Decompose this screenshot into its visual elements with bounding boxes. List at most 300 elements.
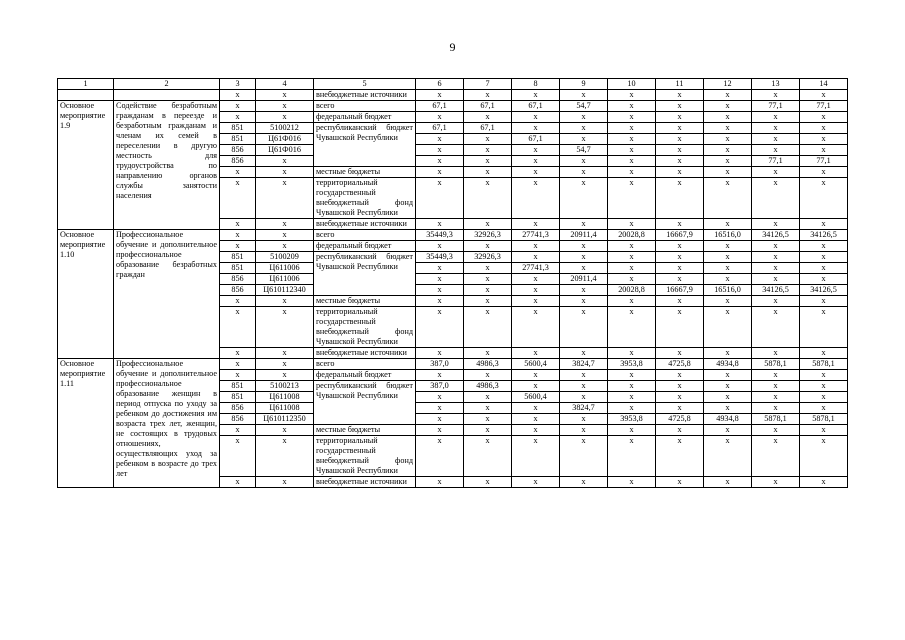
event-name-cell: Основное мероприятие 1.11 [58,359,114,488]
value-cell: x [656,90,704,101]
event-description-cell: Профессиональное обучение и дополнительное профессиональное образование безработных граждан [114,230,220,359]
target-code-cell: x [256,370,314,381]
target-code-cell: x [256,167,314,178]
value-cell: x [512,370,560,381]
target-code-cell: x [256,112,314,123]
value-cell: x [608,436,656,477]
value-cell: x [752,307,800,348]
value-cell: x [704,123,752,134]
target-code-cell: Ц61Ф016 [256,145,314,156]
value-cell: x [608,145,656,156]
column-number: 2 [114,79,220,90]
value-cell: x [608,403,656,414]
value-cell: x [512,403,560,414]
target-code-cell: x [256,307,314,348]
value-cell: x [704,274,752,285]
value-cell: x [656,112,704,123]
admin-code-cell: 851 [220,381,256,392]
value-cell: x [560,307,608,348]
target-code-cell: x [256,241,314,252]
value-cell: x [656,167,704,178]
value-cell: x [752,348,800,359]
value-cell: x [752,403,800,414]
value-cell: 35449,3 [416,230,464,241]
value-cell: x [608,156,656,167]
value-cell: x [512,219,560,230]
source-cell: республиканский бюджет Чувашской Республики [314,123,416,167]
target-code-cell: x [256,230,314,241]
value-cell: x [752,436,800,477]
value-cell: x [512,348,560,359]
source-cell: внебюджетные источники [314,90,416,101]
value-cell: x [560,123,608,134]
value-cell: x [656,134,704,145]
column-number: 11 [656,79,704,90]
value-cell: x [608,263,656,274]
value-cell: x [800,252,848,263]
value-cell: x [512,90,560,101]
value-cell: x [416,392,464,403]
value-cell: x [512,436,560,477]
admin-code-cell: x [220,477,256,488]
value-cell: x [464,112,512,123]
value-cell: x [704,252,752,263]
value-cell: x [656,263,704,274]
value-cell: x [800,296,848,307]
value-cell: x [608,178,656,219]
value-cell: x [800,90,848,101]
value-cell: x [608,370,656,381]
value-cell: x [704,112,752,123]
value-cell: x [416,414,464,425]
value-cell: 20911,4 [560,230,608,241]
target-code-cell: 5100209 [256,252,314,263]
value-cell: 54,7 [560,145,608,156]
value-cell: x [608,112,656,123]
value-cell: x [416,112,464,123]
admin-code-cell: x [220,296,256,307]
value-cell: x [464,370,512,381]
value-cell: x [800,274,848,285]
value-cell: 5878,1 [800,414,848,425]
source-cell: внебюджетные источники [314,477,416,488]
value-cell: x [608,381,656,392]
value-cell: x [704,348,752,359]
column-number: 9 [560,79,608,90]
value-cell: 16667,9 [656,285,704,296]
source-cell: всего [314,230,416,241]
source-cell: федеральный бюджет [314,112,416,123]
value-cell: x [656,403,704,414]
value-cell: x [560,167,608,178]
value-cell: x [752,145,800,156]
value-cell: x [512,178,560,219]
target-code-cell: x [256,296,314,307]
event-description-cell: Содействие безработным гражданам в переезде и безработным гражданам и членам их семей в переселении в другую местность для трудоустройства по направлению органов службы занятости населения [114,101,220,230]
source-cell: местные бюджеты [314,167,416,178]
value-cell: x [416,296,464,307]
value-cell: x [800,477,848,488]
column-number: 6 [416,79,464,90]
value-cell: x [608,477,656,488]
value-cell: 4725,8 [656,414,704,425]
value-cell: x [704,436,752,477]
value-cell: x [752,263,800,274]
value-cell: x [608,425,656,436]
value-cell: x [560,219,608,230]
value-cell: x [560,370,608,381]
value-cell: x [512,414,560,425]
value-cell: x [512,274,560,285]
value-cell: x [800,263,848,274]
value-cell: 34126,5 [800,230,848,241]
value-cell: x [608,123,656,134]
value-cell: 5878,1 [752,414,800,425]
column-number: 14 [800,79,848,90]
target-code-cell: x [256,477,314,488]
value-cell: x [704,178,752,219]
column-number: 12 [704,79,752,90]
column-number: 8 [512,79,560,90]
value-cell: x [464,348,512,359]
value-cell: x [416,178,464,219]
value-cell: x [608,219,656,230]
admin-code-cell: x [220,230,256,241]
value-cell: x [416,285,464,296]
value-cell: x [704,156,752,167]
source-cell: внебюджетные источники [314,219,416,230]
value-cell: x [416,90,464,101]
value-cell: x [464,178,512,219]
value-cell: x [704,263,752,274]
table-body [58,79,848,488]
value-cell: x [608,241,656,252]
target-code-cell: x [256,436,314,477]
admin-code-cell: x [220,178,256,219]
value-cell: 35449,3 [416,252,464,263]
value-cell: x [464,90,512,101]
value-cell: x [704,167,752,178]
value-cell: x [704,477,752,488]
value-cell: x [656,145,704,156]
value-cell: x [608,134,656,145]
target-code-cell: Ц610112350 [256,414,314,425]
value-cell: x [656,296,704,307]
target-code-cell: x [256,156,314,167]
value-cell: x [800,381,848,392]
value-cell: x [752,90,800,101]
value-cell: 67,1 [416,123,464,134]
event-name-cell: Основное мероприятие 1.9 [58,101,114,230]
header-row [58,79,848,90]
source-cell: местные бюджеты [314,296,416,307]
admin-code-cell: 851 [220,134,256,145]
value-cell: x [608,252,656,263]
admin-code-cell: 851 [220,252,256,263]
value-cell: x [656,370,704,381]
source-cell: территориальный государственный внебюджетный фонд Чувашской Республики [314,436,416,477]
admin-code-cell: 851 [220,263,256,274]
value-cell: x [560,112,608,123]
value-cell: x [464,274,512,285]
admin-code-cell: x [220,101,256,112]
value-cell: x [416,156,464,167]
value-cell: x [416,477,464,488]
target-code-cell: Ц611006 [256,263,314,274]
value-cell: x [752,123,800,134]
value-cell: x [416,134,464,145]
value-cell: 3824,7 [560,359,608,370]
value-cell: x [512,477,560,488]
value-cell: 67,1 [416,101,464,112]
value-cell: x [752,296,800,307]
value-cell: x [656,425,704,436]
value-cell: x [656,241,704,252]
value-cell: x [800,145,848,156]
value-cell: x [704,134,752,145]
value-cell: x [560,392,608,403]
value-cell: x [752,274,800,285]
value-cell: x [560,156,608,167]
value-cell: 77,1 [752,101,800,112]
admin-code-cell: x [220,90,256,101]
column-number: 5 [314,79,416,90]
value-cell: x [464,134,512,145]
value-cell: x [656,307,704,348]
value-cell: x [416,370,464,381]
value-cell: x [704,219,752,230]
value-cell: x [464,263,512,274]
value-cell: x [416,348,464,359]
value-cell: x [752,178,800,219]
value-cell: 77,1 [800,156,848,167]
value-cell: x [512,296,560,307]
target-code-cell: Ц610112340 [256,285,314,296]
admin-code-cell: 856 [220,145,256,156]
value-cell: x [800,436,848,477]
value-cell: x [800,178,848,219]
source-cell: федеральный бюджет [314,370,416,381]
admin-code-cell: 856 [220,403,256,414]
value-cell: 16667,9 [656,230,704,241]
value-cell: x [512,241,560,252]
source-cell: местные бюджеты [314,425,416,436]
value-cell: x [704,370,752,381]
value-cell: x [752,381,800,392]
value-cell: x [752,241,800,252]
admin-code-cell: 851 [220,392,256,403]
admin-code-cell: x [220,370,256,381]
value-cell: x [416,425,464,436]
value-cell: x [704,403,752,414]
value-cell: x [800,307,848,348]
value-cell: x [800,134,848,145]
value-cell: x [656,392,704,403]
value-cell: 4934,8 [704,359,752,370]
value-cell: x [800,392,848,403]
value-cell: x [608,348,656,359]
value-cell: 4986,3 [464,381,512,392]
value-cell: x [704,296,752,307]
value-cell: 387,0 [416,381,464,392]
value-cell: 67,1 [512,101,560,112]
target-code-cell: x [256,90,314,101]
value-cell: x [608,90,656,101]
value-cell: x [752,167,800,178]
value-cell: 3824,7 [560,403,608,414]
value-cell: 4934,8 [704,414,752,425]
admin-code-cell: x [220,219,256,230]
value-cell: x [608,101,656,112]
value-cell: x [800,112,848,123]
source-cell: территориальный государственный внебюджетный фонд Чувашской Республики [314,178,416,219]
source-cell: федеральный бюджет [314,241,416,252]
value-cell: x [560,425,608,436]
value-cell: 34126,5 [752,230,800,241]
value-cell: x [560,436,608,477]
column-number: 4 [256,79,314,90]
value-cell: x [608,167,656,178]
value-cell: x [800,403,848,414]
value-cell: 16516,0 [704,285,752,296]
value-cell: x [512,145,560,156]
value-cell: x [416,307,464,348]
admin-code-cell: x [220,167,256,178]
page-number: 9 [449,40,456,54]
value-cell: 54,7 [560,101,608,112]
admin-code-cell: x [220,348,256,359]
value-cell: x [560,381,608,392]
value-cell: x [608,274,656,285]
value-cell: x [464,307,512,348]
value-cell: x [560,414,608,425]
value-cell: x [560,241,608,252]
value-cell: x [752,252,800,263]
target-code-cell: x [256,348,314,359]
value-cell: x [656,219,704,230]
value-cell: x [656,178,704,219]
value-cell: x [608,296,656,307]
column-number: 13 [752,79,800,90]
value-cell: 3953,8 [608,414,656,425]
value-cell: x [464,403,512,414]
target-code-cell: x [256,359,314,370]
target-code-cell: Ц611008 [256,392,314,403]
value-cell: x [464,145,512,156]
column-number: 10 [608,79,656,90]
value-cell: x [704,381,752,392]
value-cell: x [704,90,752,101]
value-cell: 5878,1 [752,359,800,370]
table-row [58,359,848,370]
value-cell: 20028,8 [608,230,656,241]
budget-table [57,78,848,488]
value-cell: x [560,348,608,359]
value-cell: 20028,8 [608,285,656,296]
value-cell: x [752,219,800,230]
value-cell: x [656,123,704,134]
value-cell: x [656,101,704,112]
target-code-cell: Ц611008 [256,403,314,414]
table-row [58,230,848,241]
value-cell: x [464,414,512,425]
admin-code-cell: x [220,307,256,348]
value-cell: x [416,403,464,414]
value-cell: 67,1 [464,101,512,112]
value-cell: x [464,477,512,488]
admin-code-cell: x [220,436,256,477]
value-cell: x [464,241,512,252]
value-cell: x [512,112,560,123]
value-cell: x [656,477,704,488]
value-cell: x [800,123,848,134]
value-cell: x [512,425,560,436]
admin-code-cell: x [220,112,256,123]
value-cell: 5878,1 [800,359,848,370]
value-cell: x [416,436,464,477]
value-cell: x [512,307,560,348]
value-cell: x [464,156,512,167]
value-cell: x [416,274,464,285]
value-cell: x [752,134,800,145]
source-cell: внебюджетные источники [314,348,416,359]
admin-code-cell: 856 [220,285,256,296]
value-cell: x [512,123,560,134]
value-cell: 27741,3 [512,263,560,274]
value-cell: x [704,392,752,403]
value-cell: x [560,296,608,307]
source-cell: республиканский бюджет Чувашской Республики [314,381,416,425]
admin-code-cell: 851 [220,123,256,134]
value-cell: x [560,477,608,488]
target-code-cell: x [256,178,314,219]
value-cell: x [608,307,656,348]
admin-code-cell: 856 [220,274,256,285]
source-cell: всего [314,101,416,112]
target-code-cell: x [256,425,314,436]
value-cell: x [656,381,704,392]
value-cell: 20911,4 [560,274,608,285]
column-number: 3 [220,79,256,90]
value-cell: 32926,3 [464,252,512,263]
value-cell: x [656,348,704,359]
admin-code-cell: x [220,241,256,252]
value-cell: 4725,8 [656,359,704,370]
value-cell: 34126,5 [800,285,848,296]
value-cell: 34126,5 [752,285,800,296]
value-cell: 67,1 [464,123,512,134]
value-cell: x [752,477,800,488]
value-cell: x [464,285,512,296]
value-cell: x [464,219,512,230]
value-cell: x [704,241,752,252]
column-number: 7 [464,79,512,90]
value-cell: x [560,178,608,219]
value-cell: 77,1 [752,156,800,167]
value-cell: x [704,145,752,156]
target-code-cell: 5100213 [256,381,314,392]
source-cell: территориальный государственный внебюджетный фонд Чувашской Республики [314,307,416,348]
value-cell: x [656,156,704,167]
target-code-cell: Ц61Ф016 [256,134,314,145]
table-row [58,101,848,112]
value-cell: x [800,167,848,178]
value-cell: x [464,392,512,403]
admin-code-cell: x [220,359,256,370]
column-number: 1 [58,79,114,90]
value-cell: x [704,307,752,348]
value-cell: x [512,285,560,296]
